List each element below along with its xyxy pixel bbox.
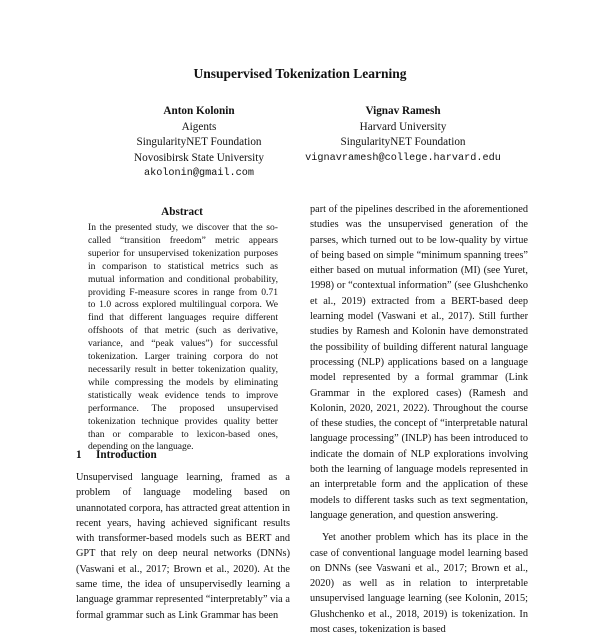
abstract-heading: Abstract: [161, 206, 203, 218]
paragraph: Yet another problem which has its place in the case of conventional language model learning based on DNNs (see Vaswani et al., 2017; Brown et al., 2020) as well as in relation to interpretable unsupervised language learning (see Kolonin, 2015; Glushchenko et al., 2018, 2019) is tokenization. In most cases, tokenization is based: [310, 532, 528, 636]
paragraph: part of the pipelines described in the aforementioned studies was the unsupervised generation of the parses, which turned out to be low-quality by virtue of being based on simple “minimum spanning trees” either based on mutual information (MI) (see Yuret, 1998) or “contextual information” (see Glushchenko et al., 2019) extracted from a BERT-based deep learning model (Vaswani et al., 2017). Still further studies by Ramesh and Kolonin have demonstrated the possibility of building different natural language processing (NLP) applications based on a language model represented by a formal grammar (Link Grammar in the explored cases) (Ramesh and Kolonin, 2020, 2021, 2022). Throughout the course of these studies, the concept of “interpretable natural language processing” (INLP) has been introduced to indicate the domain of NLP explorations involving both the learning of language models represented in an interpretable form and the application of these models to different tasks such as text segmentation, language generation, and question answering.: [310, 204, 528, 521]
author-name: Vignav Ramesh: [365, 105, 441, 117]
section-title: Introduction: [96, 449, 157, 461]
author-name: Anton Kolonin: [163, 105, 235, 117]
introduction-text: Unsupervised language learning, framed as a problem of language modeling based on unannotated corpora, has attracted great attention in recent years, having achieved significant results with transformer-based models such as BERT and GPT that rely on deep neural networks (DNNs) (Vaswani et al., 2017; Brown et al., 2020). At the same time, the idea of unsupervisedly learning a language grammar represented “interpretably” via a formal grammar such as Link Grammar has been: [76, 472, 290, 621]
author-email: vignavramesh@college.harvard.edu: [305, 152, 501, 164]
author-email: akolonin@gmail.com: [143, 168, 255, 179]
author-affiliation: SingularityNET Foundation: [136, 136, 262, 148]
section-heading: [76, 449, 157, 461]
author-affiliation: Harvard University: [359, 120, 447, 133]
author-affiliation: SingularityNET Foundation: [340, 136, 466, 148]
author-affiliation: Aigents: [181, 120, 217, 133]
paper-title: Unsupervised Tokenization Learning: [193, 66, 407, 81]
abstract-text: In the presented study, we discover that the so-called “transition freedom” metric appears superior for unsupervised tokenization purposes in comparison to statistical metrics such as mutual information and conditional probability, providing F-measure scores in range from 0.71 to 1.0 across explored multilingual corpora. We find that different languages require different offshoots of that metric (such as derivative, variance, and “peak values”) for successful tokenization. Larger training corpora do not necessarily result in better tokenization quality, while compressing the models by eliminating statistically weak evidence tends to improve performance. The proposed unsupervised tokenization technique provides quality better than or comparable to lexicon-based ones, depending on the language.: [88, 222, 278, 453]
author-block-2: [283, 104, 523, 166]
author-affiliation: Novosibirsk State University: [134, 151, 264, 164]
right-column: [310, 202, 528, 637]
section-number: 1: [76, 449, 82, 461]
